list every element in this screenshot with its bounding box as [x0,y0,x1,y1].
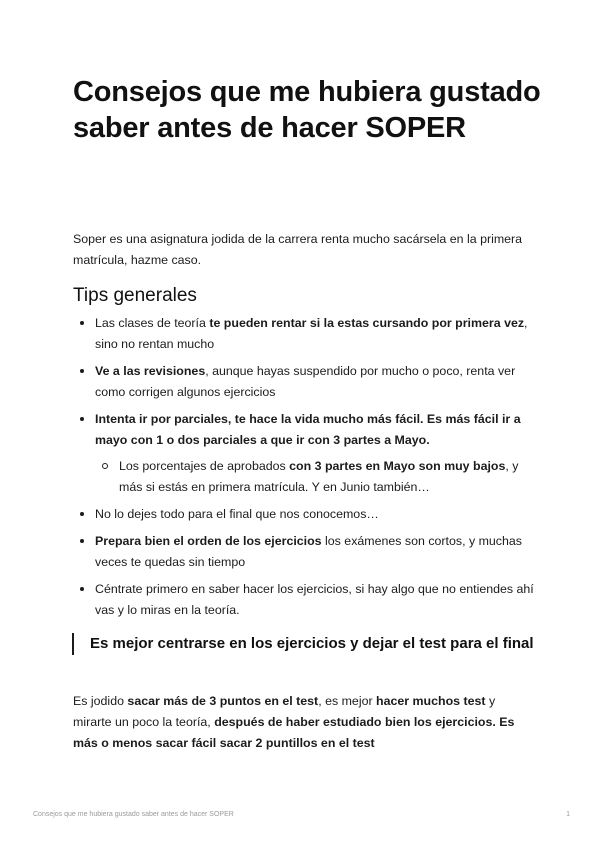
tip-text: , sino no rentan mucho [95,316,528,351]
tip-bold-text: Ve a las revisiones [95,364,206,378]
bullet-icon [80,539,84,543]
paragraph-bold-text: sacar más de 3 puntos en el test [127,694,319,708]
bullet-icon [80,369,84,373]
paragraph-text: , es mejor [318,694,377,708]
list-item [80,531,535,573]
list-item [80,504,535,525]
page-title: Consejos que me hubiera gustado saber antes de hacer SOPER [73,76,541,144]
list-item [100,456,535,498]
footer-doc-title: Consejos que me hubiera gustado saber antes de hacer SOPER [33,811,234,818]
tip-text: , aunque hayas suspendido por mucho o poco, renta ver como corrigen algunos ejercicios [95,364,516,399]
tips-list [80,313,535,624]
bullet-icon [80,417,84,421]
hollow-bullet-icon [102,463,108,469]
tip-bold-text: Intenta ir por parciales, te hace la vida mucho más fácil. Es más fácil ir a mayo con 1 o dos parciales a que ir con 3 partes a Mayo. [95,412,521,447]
list-item [80,579,535,621]
callout-title: Es mejor centrarse en los ejercicios y dejar el test para el final [90,635,534,652]
tip-text: los exámenes son cortos, y muchas veces te quedas sin tiempo [95,534,522,569]
subtip-text: Los porcentajes de aprobados [119,459,290,473]
tip-text: No lo dejes todo para el final que nos conocemos… [95,507,379,521]
body-paragraph [73,691,533,754]
tip-bold-text: te pueden rentar si la estas cursando por primera vez [209,316,525,330]
tip-bold-text: Prepara bien el orden de los ejercicios [95,534,322,548]
list-item [80,409,535,498]
sub-list [95,456,535,498]
list-item [80,313,535,355]
subtip-bold-text: con 3 partes en Mayo son muy bajos [289,459,506,473]
footer-page-number: 1 [566,811,570,818]
paragraph-bold-text: hacer muchos test [376,694,486,708]
tip-text: Las clases de teoría [95,316,210,330]
bullet-icon [80,587,84,591]
list-item [80,361,535,403]
paragraph-text: Es jodido [73,694,128,708]
paragraph-text: y mirarte un poco la teoría, [73,694,496,729]
intro-paragraph: Soper es una asignatura jodida de la carrera renta mucho sacársela en la primera matrícula, hazme caso. [73,232,523,267]
subtip-text: , y más si estás en primera matrícula. Y en Junio también… [119,459,519,494]
section-heading: Tips generales [73,285,197,306]
paragraph-bold-text: después de haber estudiado bien los ejercicios. Es más o menos sacar fácil sacar 2 puntillos en el test [73,715,515,750]
tip-text: Céntrate primero en saber hacer los ejercicios, si hay algo que no entiendes ahí vas y lo miras en la teoría. [95,582,534,617]
callout-block [72,633,550,655]
bullet-icon [80,512,84,516]
bullet-icon [80,321,84,325]
